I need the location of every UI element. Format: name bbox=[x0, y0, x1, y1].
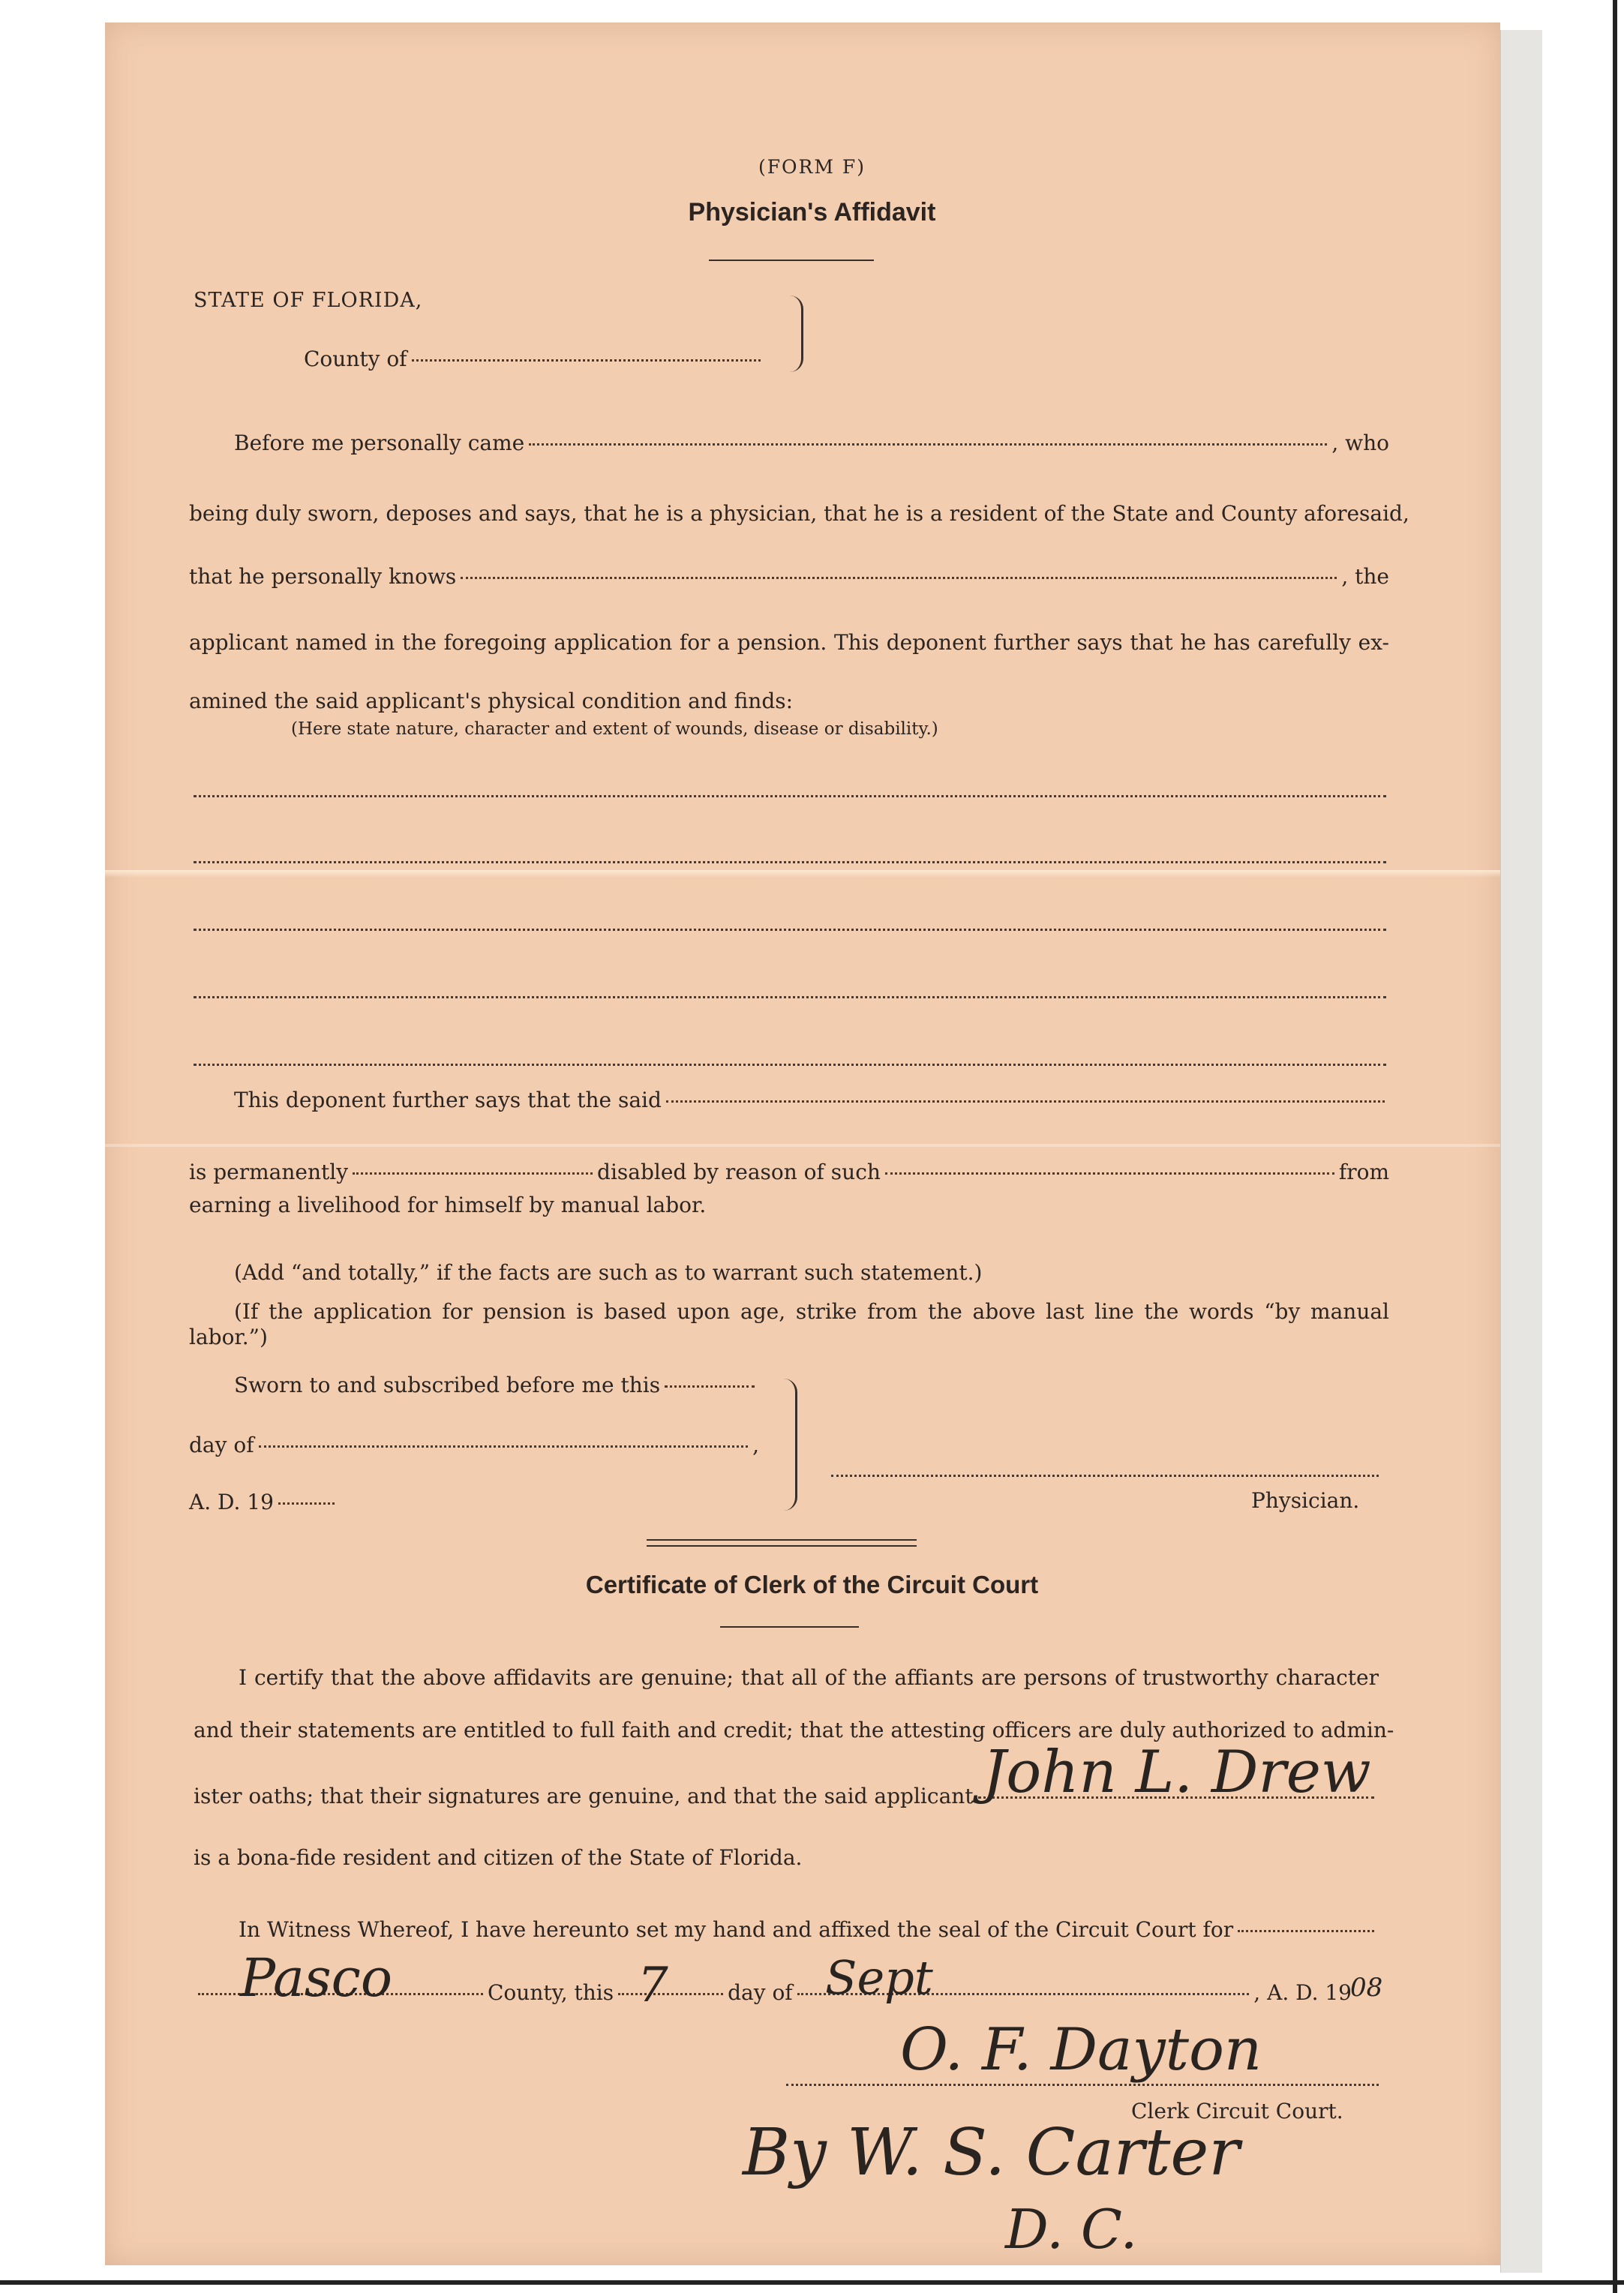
deputy-signature: By W. S. Carter bbox=[743, 2115, 1240, 2190]
county-label: County of bbox=[304, 347, 407, 371]
physician-name-blank bbox=[529, 443, 1327, 446]
physician-signature-line bbox=[831, 1475, 1379, 1477]
note-totally: (Add “and totally,” if the facts are such as to warrant such statement.) bbox=[234, 1260, 983, 1285]
certificate-title-rule bbox=[720, 1626, 859, 1628]
jurat-day-of-line bbox=[189, 1433, 759, 1458]
year-blank bbox=[278, 1502, 335, 1505]
form-label: (FORM F) bbox=[758, 156, 866, 178]
clerk-label: Clerk Circuit Court. bbox=[1131, 2099, 1343, 2123]
county-this-text: County, this bbox=[488, 1980, 614, 2005]
note-age-line-2: labor.”) bbox=[189, 1325, 268, 1349]
sworn-line: being duly sworn, deposes and says, that he is a physician, that he is a resident of the State and County aforesaid, bbox=[189, 501, 1409, 526]
personally-came-line bbox=[234, 431, 1389, 456]
deputy-title: D. C. bbox=[1005, 2198, 1138, 2261]
the-text: , the bbox=[1341, 564, 1389, 589]
venue-brace bbox=[786, 296, 803, 372]
sworn-to-line bbox=[234, 1373, 759, 1398]
county-field bbox=[304, 347, 765, 372]
disability-blank bbox=[885, 1172, 1334, 1175]
deponent-says-line bbox=[234, 1088, 1389, 1113]
handwritten-month: Sept bbox=[825, 1950, 933, 2005]
sworn-to-text: Sworn to and subscribed before me this bbox=[234, 1373, 661, 1397]
personally-knows-line bbox=[189, 564, 1389, 590]
applicant-name-blank bbox=[461, 577, 1337, 579]
disabled-text: disabled by reason of such bbox=[597, 1160, 881, 1184]
month-blank bbox=[259, 1445, 749, 1448]
jurat-brace bbox=[780, 1379, 797, 1511]
certificate-line-1: I certify that the above affidavits are genuine; that all of the affiants are persons of trustworthy character bbox=[239, 1665, 1379, 1690]
page-edge bbox=[1500, 30, 1542, 2273]
certificate-line-3-text: ister oaths; that their signatures are genuine, and that the said applicant bbox=[194, 1784, 974, 1808]
day-number-blank bbox=[665, 1385, 755, 1388]
from-text: from bbox=[1338, 1160, 1389, 1184]
knows-text: that he personally knows bbox=[189, 564, 457, 589]
fold-crease bbox=[105, 870, 1500, 878]
finding-line bbox=[194, 996, 1386, 998]
finding-line bbox=[194, 1064, 1386, 1066]
day-of-text: day of bbox=[189, 1433, 254, 1457]
day-blank bbox=[618, 1993, 723, 1995]
state-line: STATE OF FLORIDA, bbox=[194, 289, 423, 312]
fold-crease bbox=[105, 1144, 1500, 1147]
clerk-signature-line bbox=[786, 2084, 1379, 2086]
before-me-text: Before me personally came bbox=[234, 431, 525, 455]
physician-label: Physician. bbox=[1251, 1488, 1360, 1513]
finding-line bbox=[194, 795, 1386, 797]
finding-line bbox=[194, 929, 1386, 931]
permanently-line bbox=[189, 1160, 1389, 1185]
said-applicant-blank bbox=[666, 1100, 1385, 1103]
livelihood-line: earning a livelihood for himself by manual labor. bbox=[189, 1193, 707, 1217]
handwritten-applicant-name: John L. Drew bbox=[983, 1739, 1371, 1806]
handwritten-day: 7 bbox=[638, 1958, 668, 2013]
certificate-line-4: is a bona-fide resident and citizen of the State of Florida. bbox=[194, 1845, 803, 1870]
certificate-title: Certificate of Clerk of the Circuit Court bbox=[585, 1571, 1039, 1598]
scan-border-bottom bbox=[0, 2280, 1624, 2285]
finding-line bbox=[194, 861, 1386, 863]
deponent-says-text: This deponent further says that the said bbox=[234, 1088, 662, 1112]
instruction-text: (Here state nature, character and extent of wounds, disease or disability.) bbox=[291, 719, 938, 739]
ad-text: , A. D. 19 bbox=[1253, 1980, 1352, 2005]
day-of-text: day of bbox=[728, 1980, 793, 2005]
page-title: Physician's Affidavit bbox=[688, 198, 936, 227]
totally-blank bbox=[353, 1172, 593, 1175]
handwritten-year: 08 bbox=[1350, 1973, 1383, 2003]
ad-text: A. D. 19 bbox=[189, 1490, 274, 1514]
section-rule bbox=[647, 1545, 917, 1547]
clerk-signature: O. F. Dayton bbox=[900, 2016, 1262, 2084]
note-age-line-1: (If the application for pension is based upon age, strike from the above last line the words “by manual bbox=[234, 1299, 1389, 1324]
certificate-line-2: and their statements are entitled to full faith and credit; that the attesting officers are duly authorized to admin- bbox=[194, 1718, 1394, 1742]
county-blank bbox=[412, 359, 761, 362]
applicant-line: applicant named in the foregoing application for a pension. This deponent further says that he has carefully ex- bbox=[189, 630, 1389, 655]
witness-line bbox=[239, 1917, 1379, 1943]
scan-border-right bbox=[1613, 0, 1617, 2293]
permanently-text: is permanently bbox=[189, 1160, 349, 1184]
comma-text: , bbox=[752, 1433, 759, 1457]
who-text: , who bbox=[1331, 431, 1389, 455]
handwritten-county: Pasco bbox=[240, 1947, 392, 2009]
examined-line: amined the said applicant's physical condition and finds: bbox=[189, 689, 794, 713]
section-rule bbox=[647, 1539, 917, 1541]
jurat-year-line bbox=[189, 1490, 339, 1515]
court-county-blank bbox=[1238, 1930, 1374, 1932]
witness-text: In Witness Whereof, I have hereunto set my hand and affixed the seal of the Circuit Court for bbox=[239, 1917, 1234, 1942]
title-rule bbox=[709, 260, 874, 261]
